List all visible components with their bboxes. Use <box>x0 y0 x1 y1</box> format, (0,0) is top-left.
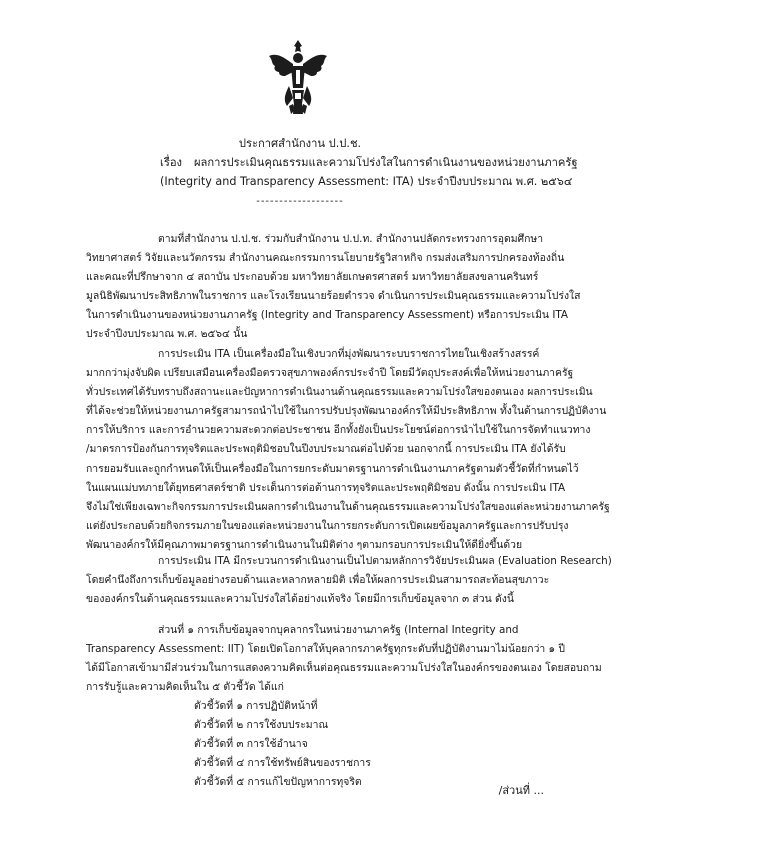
separator-line: ------------------- <box>256 196 344 207</box>
paragraph-line: มากกว่ามุ่งจับผิด เปรียบเสมือนเครื่องมือตรวจสุขภาพองค์กรประจำปี โดยมีวัตถุประสงค์เพื่อให้หน่วยงานภาครัฐ <box>86 367 574 380</box>
indicator-item: ตัวชี้วัดที่ ๕ การแก้ไขปัญหาการทุจริต <box>194 776 362 789</box>
subject-label: เรื่อง <box>160 156 183 169</box>
paragraph-line: และคณะที่ปรึกษาจาก ๔ สถาบัน ประกอบด้วย มหาวิทยาลัยเกษตรศาสตร์ มหาวิทยาลัยสงขลานครินทร์ <box>86 271 539 284</box>
indicator-item: ตัวชี้วัดที่ ๑ การปฏิบัติหน้าที่ <box>194 700 318 712</box>
paragraph-line: จึงไม่ใช่เพียงเฉพาะกิจกรรมการประเมินผลการดำเนินงานในด้านคุณธรรมและความโปร่งใสของแต่ละหน่วยงานภาครัฐ <box>86 500 610 513</box>
indicator-item: ตัวชี้วัดที่ ๔ การใช้ทรัพย์สินของราชการ <box>194 757 371 770</box>
paragraph-4 <box>86 621 602 697</box>
paragraph-line: วิทยาศาสตร์ วิจัยและนวัตกรรม สำนักงานคณะกรรมการนโยบายรัฐวิสาหกิจ กรมส่งเสริมการปกครองท้องถิ่น <box>86 252 565 265</box>
document-header <box>0 134 600 211</box>
paragraph-line: Transparency Assessment: IIT) โดยเปิดโอกาสให้บุคลากรภาครัฐทุกระดับที่ปฏิบัติงานมาไม่น้อยกว่า ๑ ปี <box>86 643 566 656</box>
paragraph-line: ทั่วประเทศได้รับทราบถึงสถานะและปัญหาการดำเนินงานด้านคุณธรรมและความโปร่งใสของตนเอง ผลการประเมิน <box>86 386 593 399</box>
paragraph-line: ได้มีโอกาสเข้ามามีส่วนร่วมในการแสดงความคิดเห็นต่อคุณธรรมและความโปร่งใสในองค์กรของตนเอง โดยสอบถาม <box>86 662 602 675</box>
paragraph-line: มูลนิธิพัฒนาประสิทธิภาพในราชการ และโรงเรียนนายร้อยตำรวจ ดำเนินการประเมินคุณธรรมและความโปร่งใส <box>86 290 581 303</box>
announcement-title: ประกาศสำนักงาน ป.ป.ช. <box>238 137 362 150</box>
indicator-item: ตัวชี้วัดที่ ๒ การใช้งบประมาณ <box>194 719 329 732</box>
indicator-item: ตัวชี้วัดที่ ๓ การใช้อำนาจ <box>194 738 308 751</box>
paragraph-1 <box>86 230 581 345</box>
paragraph-line: /มาตรการป้องกันการทุจริตและประพฤติมิชอบในปีงบประมาณต่อไปด้วย นอกจากนี้ การประเมิน ITA ยังได้รับ <box>86 443 566 456</box>
paragraph-line: การยอมรับและถูกกำหนดให้เป็นเครื่องมือในการยกระดับมาตรฐานการดำเนินงานภาครัฐตามตัวชี้วัดที่กำหนดไว้ <box>86 462 579 475</box>
paragraph-line: ในการดำเนินงานของหน่วยงานภาครัฐ (Integrity and Transparency Assessment) หรือการประเมิน ITA <box>86 309 569 322</box>
paragraph-3 <box>86 552 612 609</box>
paragraph-line: การรับรู้และความคิดเห็นใน ๕ ตัวชี้วัด ได้แก่ <box>86 681 284 694</box>
subject-text-line1: ผลการประเมินคุณธรรมและความโปร่งใสในการดำเนินงานของหน่วยงานภาครัฐ <box>194 156 578 169</box>
paragraph-line: ในแผนแม่บทภายใต้ยุทธศาสตร์ชาติ ประเด็นการต่อต้านการทุจริตและประพฤติมิชอบ ดังนั้น การประเมิน ITA <box>86 481 566 494</box>
paragraph-line: การประเมิน ITA เป็นเครื่องมือในเชิงบวกที่มุ่งพัฒนาระบบราชการไทยในเชิงสร้างสรรค์ <box>158 348 540 360</box>
paragraph-line: ที่ได้จะช่วยให้หน่วยงานภาครัฐสามารถนำไปใช้ในการปรับปรุงพัฒนาองค์กรให้มีประสิทธิภาพ ทั้งในด้านการปฏิบัติงาน <box>86 405 607 418</box>
paragraph-2 <box>86 345 610 555</box>
paragraph-line: ตามที่สำนักงาน ป.ป.ช. ร่วมกับสำนักงาน ป.ป.ท. สำนักงานปลัดกระทรวงการอุดมศึกษา <box>158 233 544 245</box>
subject-line <box>160 153 590 172</box>
paragraph-line: ส่วนที่ ๑ การเก็บข้อมูลจากบุคลากรในหน่วยงานภาครัฐ (Internal Integrity and <box>158 624 519 636</box>
paragraph-line: โดยคำนึงถึงการเก็บข้อมูลอย่างรอบด้านและหลากหลายมิติ เพื่อให้ผลการประเมินสามารถสะท้อนสุขภาวะ <box>86 574 550 587</box>
paragraph-line: พัฒนาองค์กรให้มีคุณภาพมาตรฐานการดำเนินงานในมิติต่าง ๆตามกรอบการประเมินให้ดียิ่งขึ้นด้วย <box>86 538 523 551</box>
paragraph-line: การให้บริการ และการอำนวยความสะดวกต่อประชาชน อีกทั้งยังเป็นประโยชน์ต่อการนำไปใช้ในการจัดทำแนวทาง <box>86 424 591 437</box>
indicator-list <box>86 697 546 792</box>
garuda-emblem-icon <box>267 38 329 118</box>
paragraph-line: การประเมิน ITA มีกระบวนการดำเนินงานเป็นไปตามหลักการวิจัยประเมินผล (Evaluation Research) <box>158 555 612 567</box>
continuation-note: /ส่วนที่ ... <box>498 784 544 797</box>
subject-text-line2: (Integrity and Transparency Assessment: ITA) ประจำปีงบประมาณ พ.ศ. ๒๕๖๔ <box>160 175 573 188</box>
paragraph-line: ขององค์กรในด้านคุณธรรมและความโปร่งใสได้อย่างแท้จริง โดยมีการเก็บข้อมูลจาก ๓ ส่วน ดังนี้ <box>86 593 514 606</box>
paragraph-line: แต่ยังประกอบด้วยกิจกรรมภายในของแต่ละหน่วยงานในการยกระดับการเปิดเผยข้อมูลภาครัฐและการปรับปรุง <box>86 519 569 532</box>
paragraph-line: ประจำปีงบประมาณ พ.ศ. ๒๕๖๔ นั้น <box>86 328 248 341</box>
